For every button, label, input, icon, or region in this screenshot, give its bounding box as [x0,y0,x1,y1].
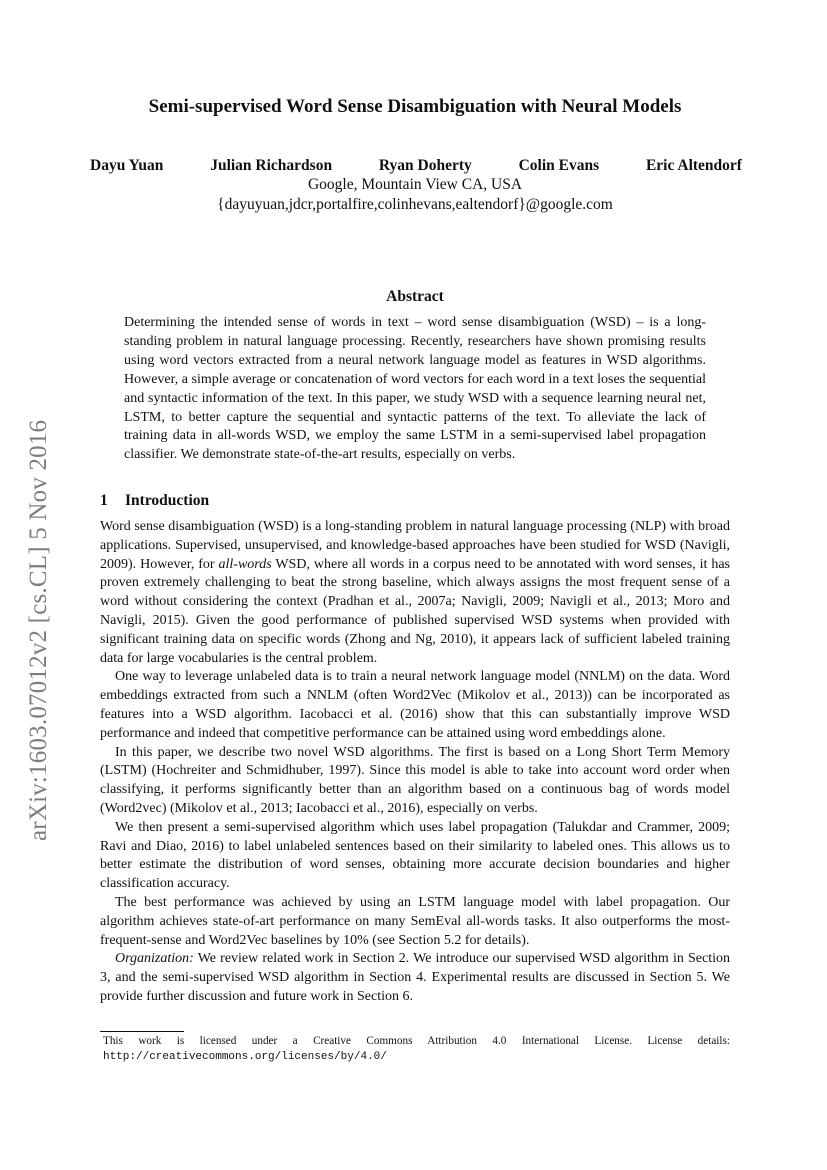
author-name: Ryan Doherty [378,157,472,174]
affiliation: Google, Mountain View CA, USA [307,176,523,193]
section-heading [100,491,209,511]
author-name: Julian Richardson [210,157,333,174]
paragraph: Organization: We review related work in Section 2. We introduce our supervised WSD algorithm in Section 3, and the semi-supervised WSD algorithm in Section 4. Experimental results are discussed in Section 5. We provide further discussion and future work in Section 6. [100,951,730,1004]
author-name: Dayu Yuan [90,157,164,174]
emphasis: all-words [218,556,272,572]
emphasis: Organization: [115,951,194,967]
arxiv-watermark: arXiv:1603.07012v2 [cs.CL] 5 Nov 2016 [25,419,52,841]
author-emails: {dayuyuan,jdcr,portalfire,colinhevans,ealtendorf}@google.com [217,196,613,213]
license-link[interactable]: http://creativecommons.org/licenses/by/4.0/ [103,1051,387,1063]
paper-title: Semi-supervised Word Sense Disambiguation with Neural Models [148,96,682,117]
paragraph: We then present a semi-supervised algorithm which uses label propagation (Talukdar and Crammer, 2009; Ravi and Diao, 2016) to label unlabeled sentences based on their similarity to labeled ones. This allows us to better estimate the distribution of word senses, obtaining more accurate decision boundaries and higher classification accuracy. [100,819,730,892]
author-name: Colin Evans [518,157,600,174]
section-title: Introduction [125,492,210,509]
paragraph: In this paper, we describe two novel WSD algorithms. The first is based on a Long Short Term Memory (LSTM) (Hochreiter and Schmidhuber, 1997). Since this model is able to take into account word order when classifying, it performs significantly better than an algorithm based on a continuous bag of words model (Word2vec) (Mikolov et al., 2013; Iacobacci et al., 2016), especially on verbs. [100,744,730,816]
footnote: This work is licensed under a Creative Commons Attribution 4.0 International License. License details: http://creativecommons.org/licenses/by/4.0/ [103,1035,730,1063]
paragraph: Word sense disambiguation (WSD) is a long-standing problem in natural language processing (NLP) with broad applications. Supervised, unsupervised, and knowledge-based approaches have been studied for WSD (Navigli, 2009). However, for all-words WSD, where all words in a corpus need to be annotated with word senses, it has proven extremely challenging to beat the strong baseline, which always assigns the most frequent sense of a word without considering the context (Pradhan et al., 2007a; Navigli, 2009; Navigli et al., 2013; Moro and Navigli, 2015). Given the good performance of published supervised WSD systems when provided with significant training data on specific words (Zhong and Ng, 2010), it appears lack of sufficient labeled training data for large vocabularies is the central problem. [100,519,730,666]
paragraph: One way to leverage unlabeled data is to train a neural network language model (NNLM) on the data. Word embeddings extracted from such a NNLM (often Word2Vec (Mikolov et al., 2013)) can be incorporated as features into a WSD algorithm. Iacobacci et al. (2016) show that this can substantially improve WSD performance and indeed that competitive performance can be attained using word embeddings alone. [100,669,730,741]
author-list [90,156,742,176]
author-name: Eric Altendorf [645,157,742,174]
paragraph: The best performance was achieved by using an LSTM language model with label propagation. Our algorithm achieves state-of-art performance on many SemEval all-words tasks. It also outperforms the most-frequent-sense and Word2Vec baselines by 10% (see Section 5.2 for details). [100,894,730,948]
body-text [100,518,730,1007]
abstract-text: Determining the intended sense of words in text – word sense disambiguation (WSD) – is a long-standing problem in natural language processing. Recently, researchers have shown promising results using word vectors extracted from a neural network language model as features in WSD algorithms. However, a simple average or concatenation of word vectors for each word in a text loses the sequential and syntactic information of the text. In this paper, we study WSD with a sequence learning neural net, LSTM, to better capture the sequential and syntactic patterns of the text. To alleviate the lack of training data in all-words WSD, we employ the same LSTM in a semi-supervised label propagation classifier. We demonstrate state-of-the-art results, especially on verbs. [124,315,706,463]
footnote-rule [100,1031,184,1032]
section-number: 1 [100,492,108,509]
abstract-heading: Abstract [386,288,444,305]
